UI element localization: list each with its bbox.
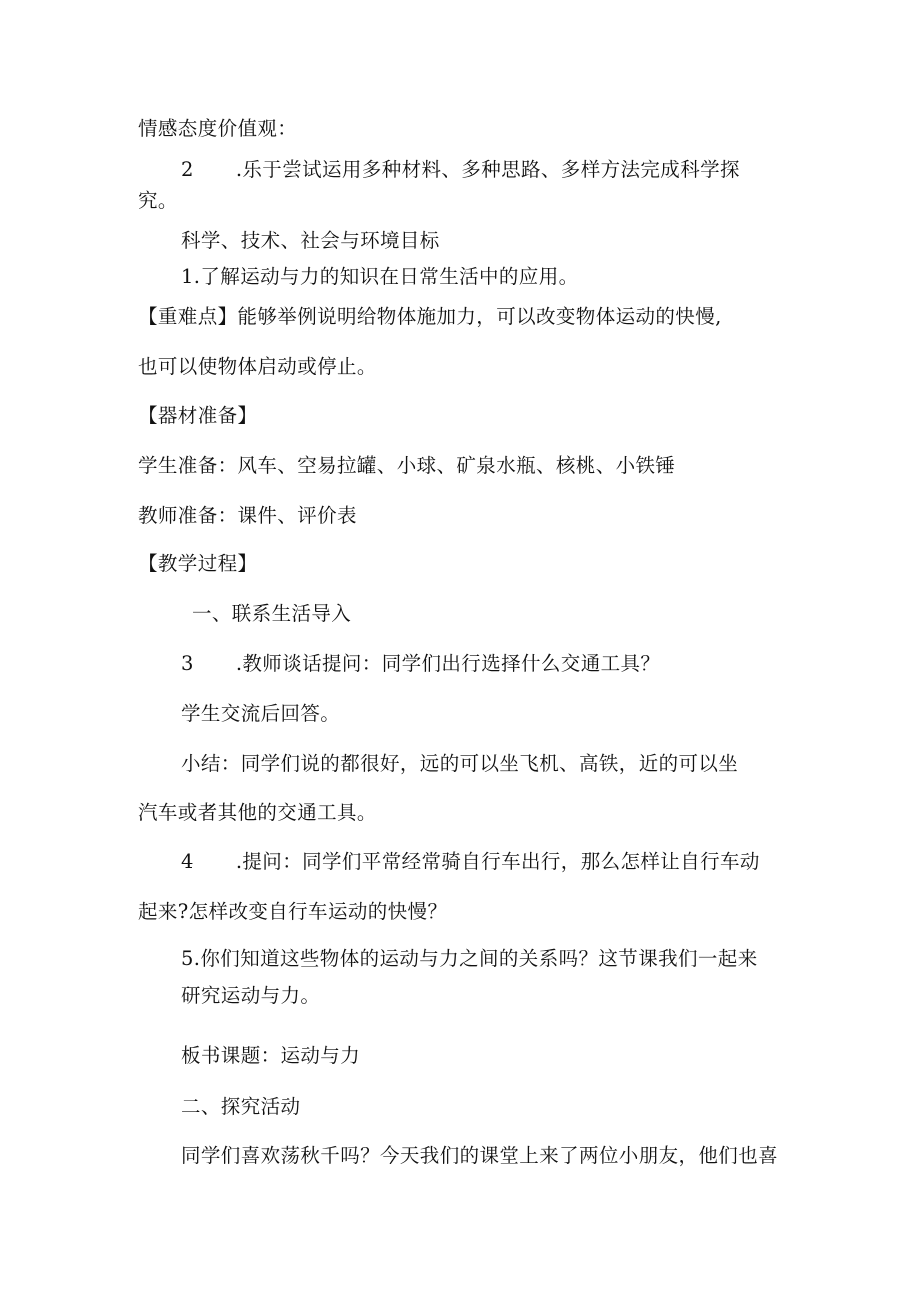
item-2-number: 2 bbox=[181, 158, 194, 181]
item-2 bbox=[181, 157, 740, 183]
section-1-heading: 一、联系生活导入 bbox=[192, 602, 352, 625]
key-points-line-1: 【重难点】能够举例说明给物体施加力，可以改变物体运动的快慢, bbox=[138, 305, 722, 328]
stse-item-1: 1.了解运动与力的知识在日常生活中的应用。 bbox=[181, 265, 579, 288]
item-3-text: .教师谈话提问：同学们出行选择什么交通工具？ bbox=[235, 652, 661, 675]
student-answer: 学生交流后回答。 bbox=[181, 702, 341, 725]
section-2-heading: 二、探究活动 bbox=[181, 1095, 301, 1118]
key-points-line-2: 也可以使物体启动或停止。 bbox=[138, 355, 377, 378]
swing-paragraph: 同学们喜欢荡秋千吗？今天我们的课堂上来了两位小朋友，他们也喜 bbox=[181, 1144, 779, 1167]
student-prep: 学生准备：风车、空易拉罐、小球、矿泉水瓶、核桃、小铁锤 bbox=[138, 454, 676, 477]
materials-heading: 【器材准备】 bbox=[138, 404, 258, 427]
item-4 bbox=[181, 849, 760, 875]
summary-line-2: 汽车或者其他的交通工具。 bbox=[138, 801, 377, 824]
item-3-number: 3 bbox=[181, 652, 194, 675]
process-heading: 【教学过程】 bbox=[138, 552, 258, 575]
stse-heading: 科学、技术、社会与环境目标 bbox=[181, 229, 440, 252]
item-3 bbox=[181, 651, 660, 677]
item-2-continuation: 究。 bbox=[138, 189, 178, 212]
board-title: 板书课题：运动与力 bbox=[181, 1044, 361, 1067]
item-4-number: 4 bbox=[181, 850, 194, 873]
item-5-line-1: 5.你们知道这些物体的运动与力之间的关系吗？这节课我们一起来 bbox=[181, 947, 758, 970]
item-2-text: .乐于尝试运用多种材料、多种思路、多样方法完成科学探 bbox=[235, 158, 740, 181]
item-5-line-2: 研究运动与力。 bbox=[181, 984, 321, 1007]
summary-line-1: 小结：同学们说的都很好，远的可以坐飞机、高铁，近的可以坐 bbox=[181, 752, 739, 775]
item-4-continuation: 起来?怎样改变自行车运动的快慢？ bbox=[138, 900, 448, 923]
item-4-text: .提问：同学们平常经常骑自行车出行，那么怎样让自行车动 bbox=[235, 850, 760, 873]
emotion-heading: 情感态度价值观： bbox=[138, 117, 298, 140]
teacher-prep: 教师准备：课件、评价表 bbox=[138, 504, 357, 527]
